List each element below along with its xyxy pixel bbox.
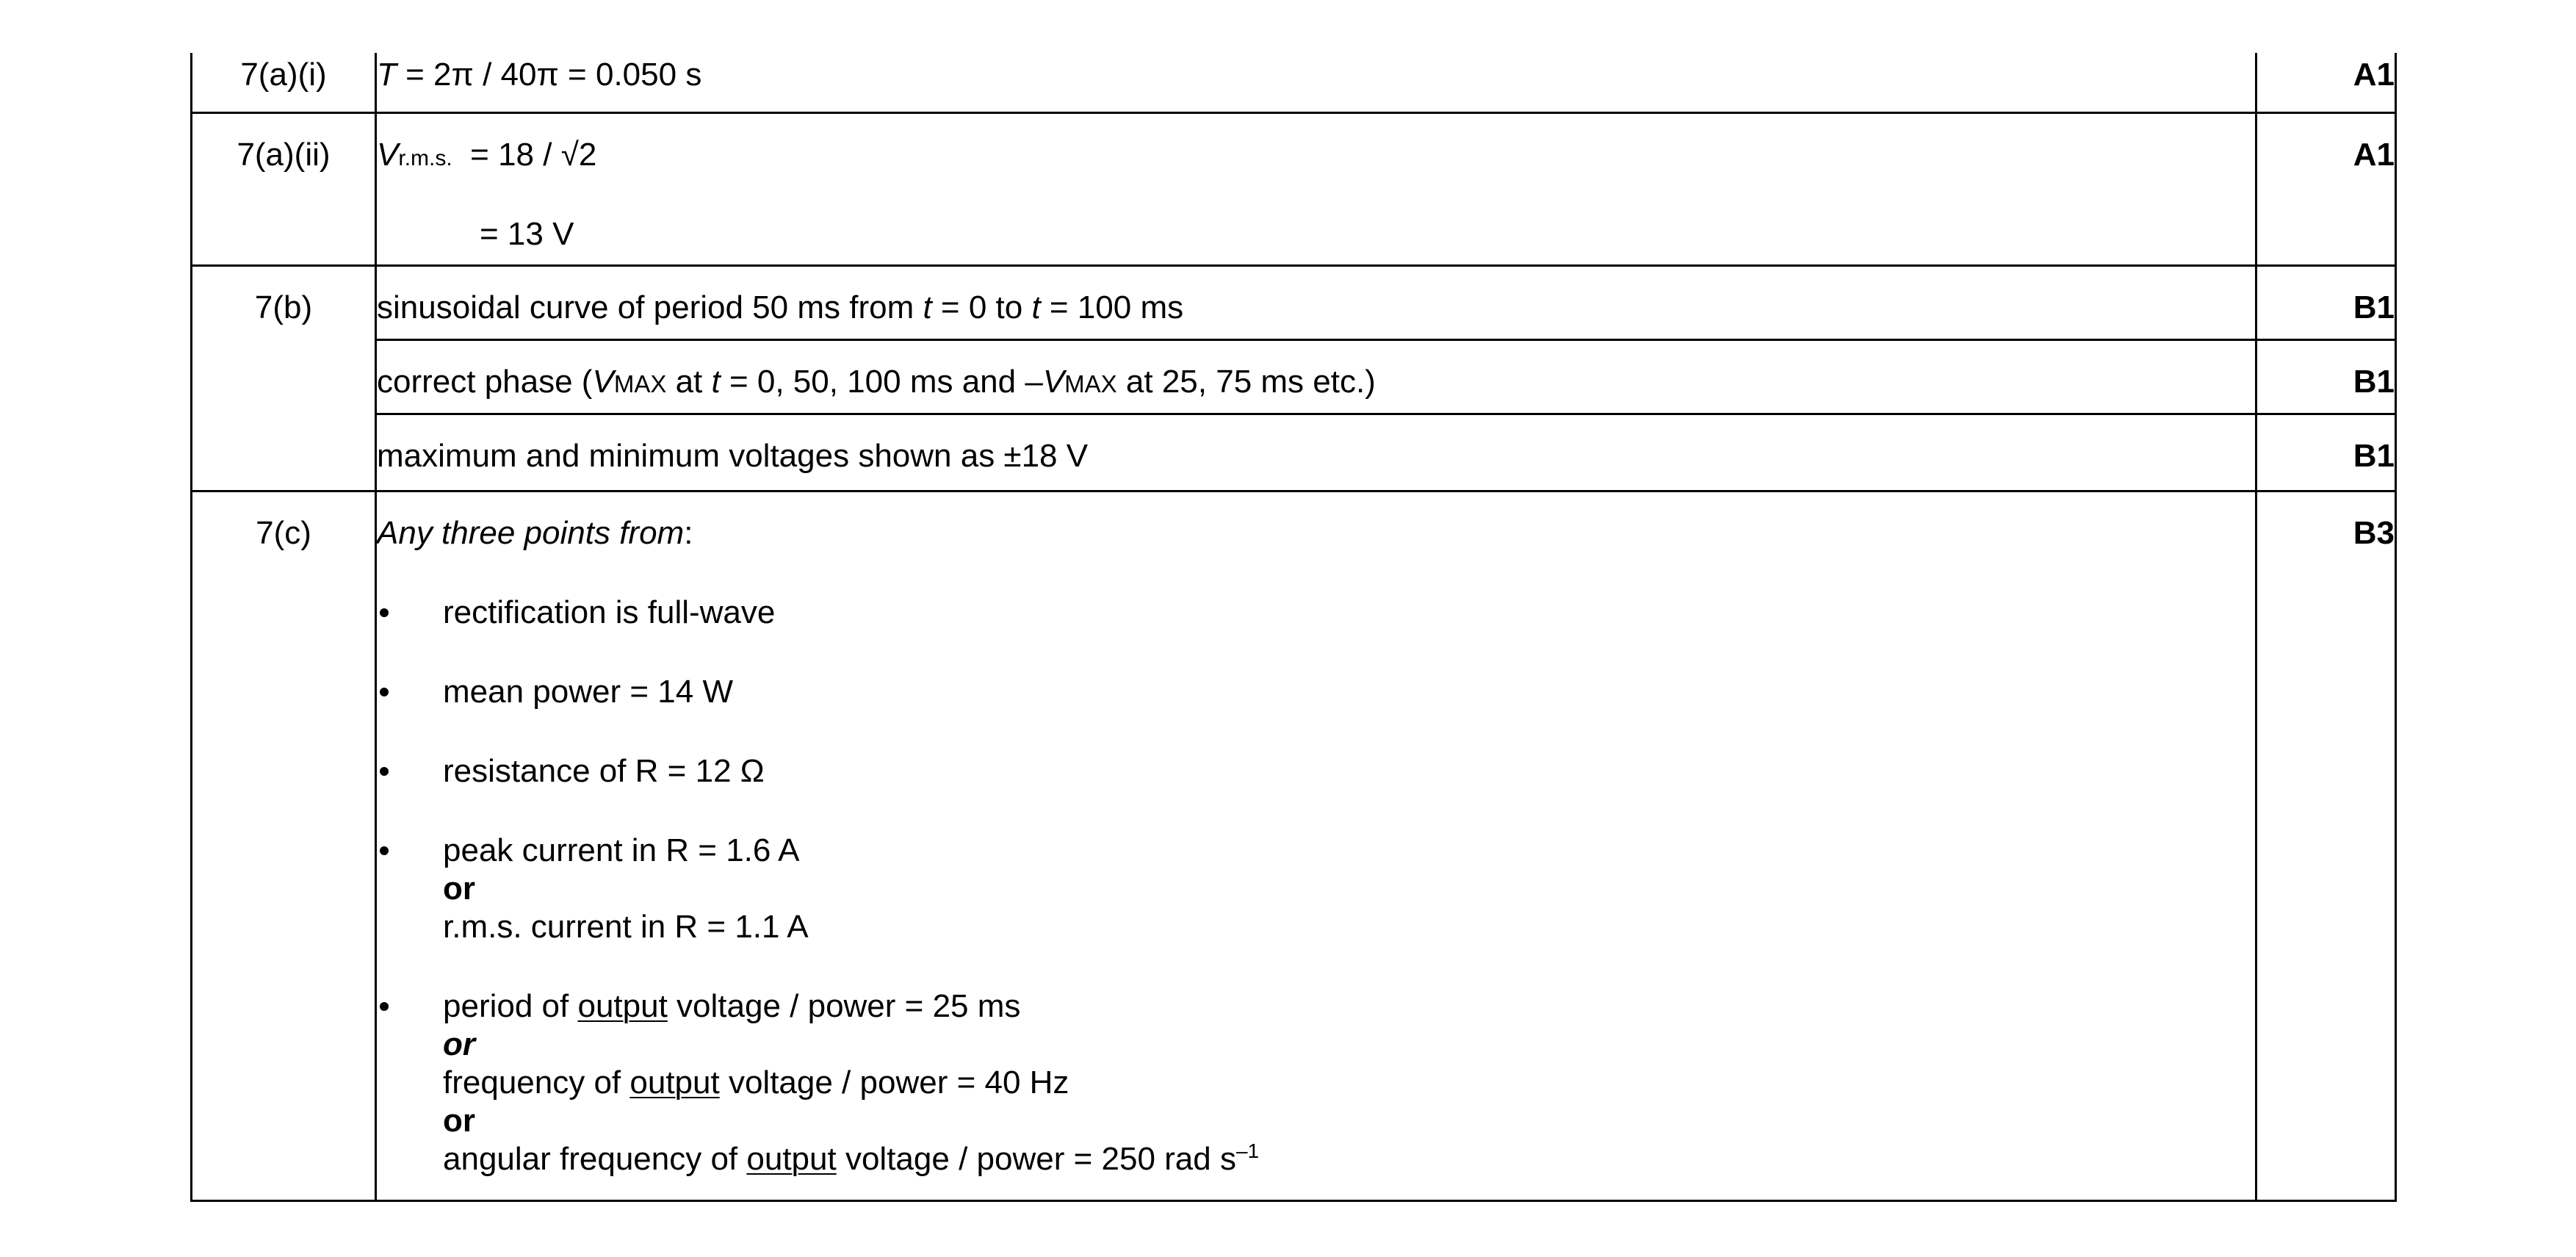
mark-code: B3 [2353, 515, 2395, 551]
period-equation: = 2π / 40π = 0.050 s [396, 57, 702, 93]
answer-cell [376, 53, 2256, 113]
voltage-symbol: V [377, 137, 399, 173]
mark-code: B1 [2353, 289, 2395, 325]
table-row [192, 491, 2396, 1201]
period-symbol: T [377, 57, 397, 93]
answer-line: = 13 V [480, 216, 574, 252]
table-row [192, 53, 2396, 113]
question-number: 7(a)(ii) [237, 137, 331, 173]
marks-cell [2256, 113, 2396, 266]
table-row [192, 266, 2396, 340]
answer-cell [376, 491, 2256, 1201]
question-number: 7(a)(i) [240, 57, 327, 93]
table-row [192, 414, 2396, 491]
marks-cell [2256, 414, 2396, 491]
list-item: mean power = 14 W [443, 674, 733, 710]
marks-cell [2256, 491, 2396, 1201]
answer-points-list [377, 594, 2255, 1178]
answer-cell [376, 414, 2256, 491]
answer-cell [376, 266, 2256, 340]
question-number-cell [192, 266, 376, 491]
answer-line [377, 136, 2255, 178]
mark-scheme-table [190, 53, 2397, 1202]
mark-code: A1 [2353, 57, 2395, 93]
answer-text: sinusoidal curve of period 50 ms from t = 0 to t = 100 ms [377, 289, 1184, 325]
answer-intro: Any three points from: [377, 515, 693, 551]
list-item: period of output voltage / power = 25 ms or frequency of output voltage / power = 40 Hz or angular frequency of output voltage / power = 250 rad $s^{-1}$ [443, 988, 1260, 1177]
question-number: 7(c) [256, 515, 311, 551]
question-number-cell [192, 491, 376, 1201]
mark-code: B1 [2353, 438, 2395, 474]
list-item: rectification is full-wave [443, 594, 776, 630]
mark-code: B1 [2353, 364, 2395, 400]
answer-text: correct phase (VMAX at t = 0, 50, 100 ms and –VMAX at 25, 75 ms etc.) [377, 364, 1376, 400]
question-number: 7(b) [254, 289, 313, 325]
list-item: resistance of R = 12 Ω [443, 753, 765, 789]
mark-code: A1 [2353, 137, 2395, 173]
marks-cell [2256, 53, 2396, 113]
answer-text: maximum and minimum voltages shown as ±18 V [377, 438, 1089, 474]
question-number-cell [192, 113, 376, 266]
table-row [192, 113, 2396, 266]
rms-subscript: r.m.s. [398, 146, 452, 170]
question-number-cell [192, 53, 376, 113]
table-row [192, 340, 2396, 414]
answer-cell [376, 340, 2256, 414]
answer-cell [376, 113, 2256, 266]
marks-cell [2256, 266, 2396, 340]
marks-cell [2256, 340, 2396, 414]
rms-equation: = 18 / √2 [452, 137, 597, 173]
list-item: peak current in R = 1.6 A or r.m.s. current in R = 1.1 A [443, 832, 809, 945]
answer-text [377, 53, 2255, 94]
